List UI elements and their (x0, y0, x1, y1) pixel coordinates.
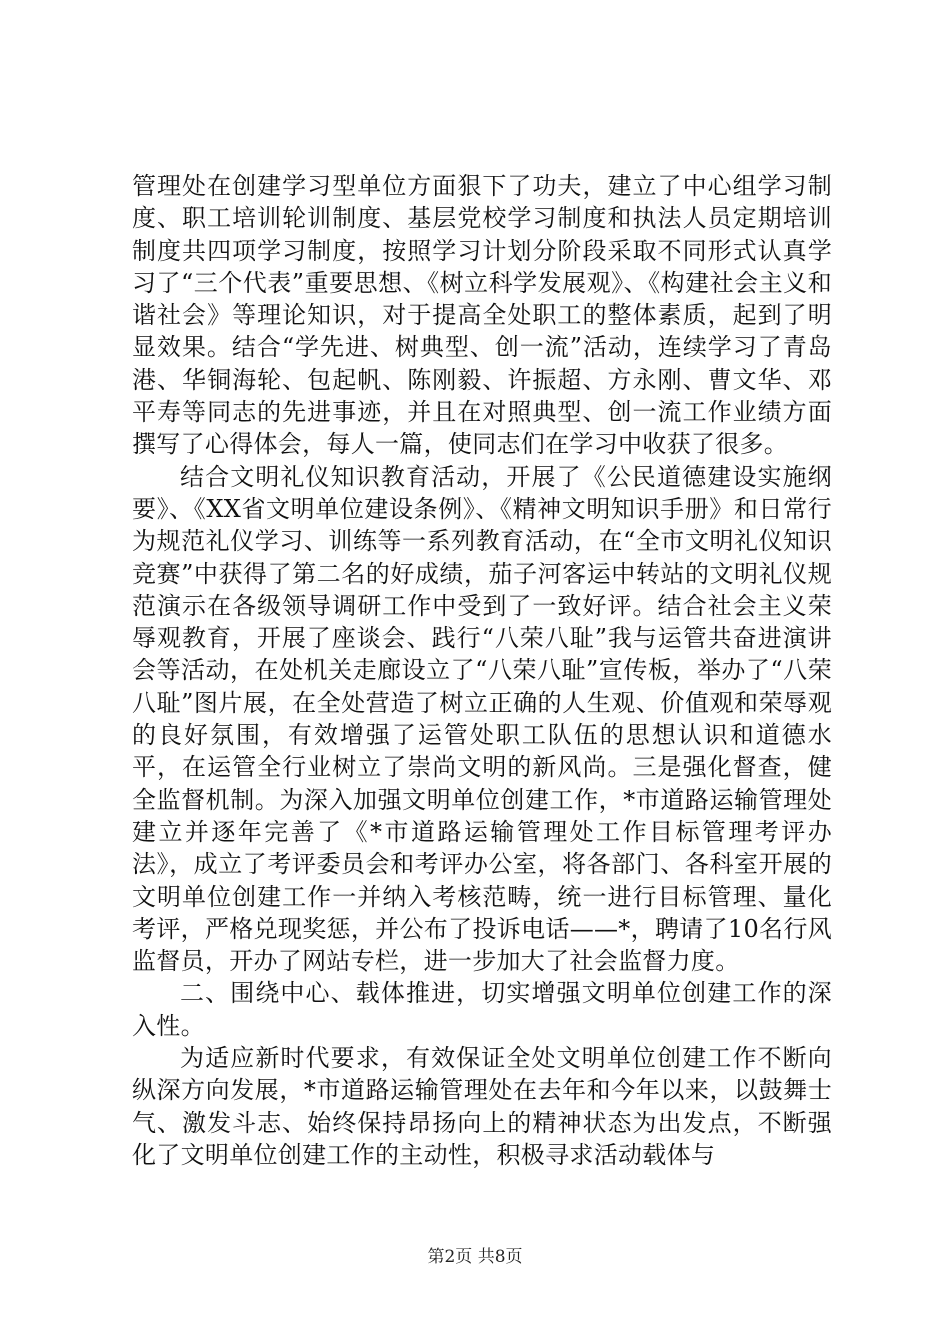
paragraph-3: 为适应新时代要求，有效保证全处文明单位创建工作不断向纵深方向发展，*市道路运输管理处在去年和今年以来，以鼓舞士气、激发斗志、始终保持昂扬向上的精神状态为出发点，不断强化了文明单位创建工作的主动性，积极寻求活动载体与 (132, 1044, 832, 1169)
section-heading-2: 二、围绕中心、载体推进，切实增强文明单位创建工作的深入性。 (132, 979, 832, 1040)
paragraph-1: 管理处在创建学习型单位方面狠下了功夫，建立了中心组学习制度、职工培训轮训制度、基层党校学习制度和执法人员定期培训制度共四项学习制度，按照学习计划分阶段采取不同形式认真学习了“三个代表”重要思想、《树立科学发展观》、《构建社会主义和谐社会》等理论知识，对于提高全处职工的整体素质，起到了明显效果。结合“学先进、树典型、创一流”活动，连续学习了青岛港、华铜海轮、包起帆、陈刚毅、许振超、方永刚、曹文华、邓平寿等同志的先进事迹，并且在对照典型、创一流工作业绩方面撰写了心得体会，每人一篇，使同志们在学习中收获了很多。 (132, 172, 832, 459)
paragraph-2: 结合文明礼仪知识教育活动，开展了《公民道德建设实施纲要》、《XX省文明单位建设条例》、《精神文明知识手册》和日常行为规范礼仪学习、训练等一系列教育活动，在“全市文明礼仪知识竞赛”中获得了第二名的好成绩，茄子河客运中转站的文明礼仪规范演示在各级领导调研工作中受到了一致好评。结合社会主义荣辱观教育，开展了座谈会、践行“八荣八耻”我与运管共奋进演讲会等活动，在处机关走廊设立了“八荣八耻”宣传板，举办了“八荣八耻”图片展，在全处营造了树立正确的人生观、价值观和荣辱观的良好氛围，有效增强了运管处职工队伍的思想认识和道德水平，在运管全行业树立了崇尚文明的新风尚。三是强化督查，健全监督机制。为深入加强文明单位创建工作，*市道路运输管理处建立并逐年完善了《*市道路运输管理处工作目标管理考评办法》，成立了考评委员会和考评办公室，将各部门、各科室开展的文明单位创建工作一并纳入考核范畴，统一进行目标管理、量化考评，严格兑现奖惩，并公布了投诉电话——*，聘请了10名行风监督员，开办了网站专栏，进一步加大了社会监督力度。 (132, 462, 832, 976)
page-footer: 第2页 共8页 (427, 1247, 523, 1267)
document-body (132, 170, 832, 1171)
